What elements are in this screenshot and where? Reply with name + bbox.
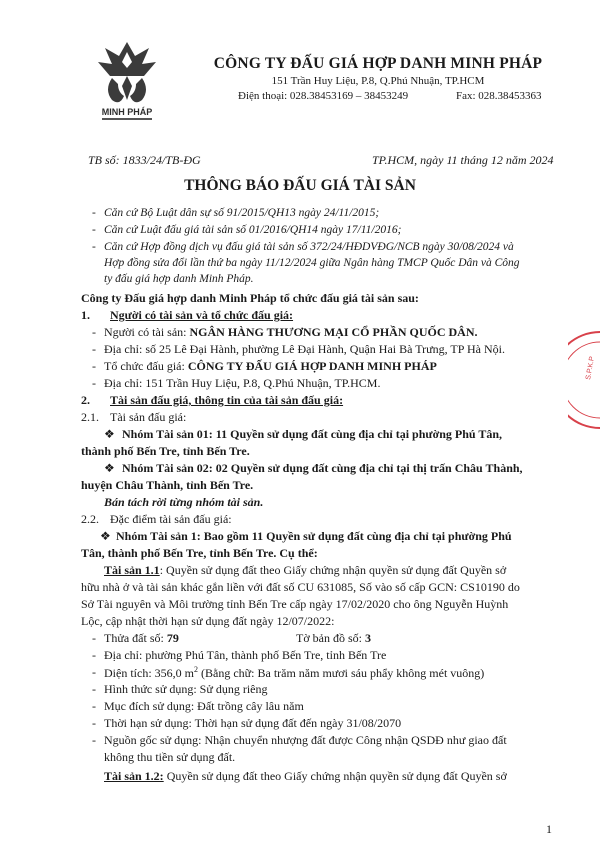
usage-term: Thời hạn sử dụng: Thời hạn sử dụng đất đến ngày 31/08/2070 bbox=[104, 716, 402, 730]
stamp-seal bbox=[568, 330, 600, 430]
asset-1-1-desc-4: Lộc, cập nhật thời hạn sử dụng đất ngày 12/07/2022: bbox=[81, 614, 335, 628]
owner-line bbox=[104, 325, 478, 340]
company-logo bbox=[94, 38, 160, 124]
document-date: TP.HCM, ngày 11 tháng 12 năm 2024 bbox=[372, 153, 554, 167]
asset-1-1-desc-2: hữu nhà ở và tài sản khác gắn liền với đất số CU 631085, Số vào số cấp GCN: CS10190 do bbox=[81, 580, 520, 594]
separate-sale-note: Bán tách rời từng nhóm tài sản. bbox=[104, 495, 264, 509]
citation-3-cont: Hợp đồng sửa đổi lần thứ ba ngày 11/12/2024 giữa Ngân hàng TMCP Quốc Dân và Công bbox=[104, 257, 520, 269]
usage-origin-cont: không thu tiền sử dụng đất. bbox=[104, 750, 236, 764]
document-title: THÔNG BÁO ĐẤU GIÁ TÀI SẢN bbox=[184, 177, 416, 194]
organizer-label: Tổ chức đấu giá: bbox=[104, 359, 188, 373]
citation-3: Căn cứ Hợp đồng dịch vụ đấu giá tài sản số 372/24/HĐDVĐG/NCB ngày 30/08/2024 và bbox=[104, 241, 514, 253]
group-2-summary: Nhóm Tài sản 02: 02 Quyền sử dụng đất cùng địa chỉ tại thị trấn Châu Thành, bbox=[122, 461, 523, 475]
section-1-heading: Người có tài sản và tổ chức đấu giá: bbox=[110, 308, 294, 322]
usage-form: Hình thức sử dụng: Sử dụng riêng bbox=[104, 682, 268, 696]
map-label: Tờ bản đồ số: bbox=[296, 631, 366, 645]
citation-3-end: ty đấu giá hợp danh Minh Pháp. bbox=[104, 273, 254, 285]
group-2-summary-cont: huyện Châu Thành, tỉnh Bến Tre. bbox=[81, 478, 254, 492]
svg-text:S.P.K.P: S.P.K.P bbox=[585, 355, 597, 381]
page-number: 1 bbox=[546, 822, 552, 836]
group-1-detail-cont: Tân, thành phố Bến Tre, tỉnh Bến Tre. Cụ thể: bbox=[81, 546, 318, 560]
owner-value: NGÂN HÀNG THƯƠNG MẠI CỔ PHẦN QUỐC DÂN. bbox=[189, 325, 478, 339]
company-name: CÔNG TY ĐẤU GIÁ HỢP DANH MINH PHÁP bbox=[213, 55, 543, 72]
diamond-bullet-icon: ❖ bbox=[104, 461, 115, 475]
asset-1-1-label: Tài sản 1.1 bbox=[104, 563, 160, 577]
section-2-number: 2. bbox=[81, 393, 90, 407]
citation-dash: - bbox=[92, 207, 96, 219]
usage-origin: Nguồn gốc sử dụng: Nhận chuyển nhượng đất được Công nhận QSDĐ như giao đất bbox=[104, 733, 507, 747]
asset-area: Diện tích: 356,0 $m^2$ (Bằng chữ: Ba trăm năm mươi sáu phẩy không mét vuông) bbox=[104, 665, 485, 680]
asset-1-1-line bbox=[104, 563, 506, 578]
asset-1-2-label: Tài sản 1.2: bbox=[104, 769, 164, 783]
organizer-value: CÔNG TY ĐẤU GIÁ HỢP DANH MINH PHÁP bbox=[187, 359, 437, 373]
usage-purpose: Mục đích sử dụng: Đất trồng cây lâu năm bbox=[104, 699, 304, 713]
map-sheet-number bbox=[296, 631, 371, 646]
parcel-value: 79 bbox=[166, 631, 179, 645]
map-value: 3 bbox=[365, 631, 372, 645]
citation-1: Căn cứ Bộ Luật dân sự số 91/2015/QH13 ngày 24/11/2015; bbox=[104, 207, 380, 219]
organizer-address: Địa chỉ: 151 Trần Huy Liệu, P.8, Q.Phú Nhuận, TP.HCM. bbox=[104, 376, 381, 390]
parcel-label: Thửa đất số: bbox=[104, 631, 167, 645]
citation-dash: - bbox=[92, 224, 96, 236]
owner-address: Địa chỉ: số 25 Lê Đại Hành, phường Lê Đại Hành, Quận Hai Bà Trưng, TP Hà Nội. bbox=[104, 342, 505, 356]
section-2-heading: Tài sản đấu giá, thông tin của tài sản đấu giá: bbox=[110, 393, 344, 407]
section-2-1-label: Tài sản đấu giá: bbox=[110, 410, 187, 424]
diamond-bullet-icon: ❖ bbox=[100, 529, 111, 543]
asset-address: Địa chỉ: phường Phú Tân, thành phố Bến Tre, tỉnh Bến Tre bbox=[104, 648, 387, 662]
diamond-bullet-icon: ❖ bbox=[104, 427, 115, 441]
group-1-summary-cont: thành phố Bến Tre, tỉnh Bến Tre. bbox=[81, 444, 250, 458]
group-1-summary: Nhóm Tài sản 01: 11 Quyền sử dụng đất cùng địa chỉ tại phường Phú Tân, bbox=[122, 427, 503, 441]
citation-dash: - bbox=[92, 241, 96, 253]
asset-1-1-desc: : Quyền sử dụng đất theo Giấy chứng nhận quyền sử dụng đất Quyền sở bbox=[159, 563, 507, 577]
asset-1-2-line bbox=[104, 769, 507, 784]
asset-1-1-desc-3: Sở Tài nguyên và Môi trường tỉnh Bến Tre cấp ngày 17/02/2020 cho ông Nguyễn Huỳnh bbox=[81, 597, 509, 611]
company-phone: Điện thoại: 028.38453169 – 38453249 bbox=[238, 90, 409, 102]
company-fax: Fax: 028.38453363 bbox=[456, 90, 542, 102]
section-1-number: 1. bbox=[81, 308, 90, 322]
group-1-detail: Nhóm Tài sản 1: Bao gồm 11 Quyền sử dụng đất cùng địa chỉ tại phường Phú bbox=[116, 529, 512, 543]
section-2-1-number: 2.1. bbox=[81, 410, 99, 424]
section-2-2-number: 2.2. bbox=[81, 512, 99, 526]
document-number: TB số: 1833/24/TB-ĐG bbox=[88, 153, 201, 167]
company-address: 151 Trần Huy Liệu, P.8, Q.Phú Nhuận, TP.HCM bbox=[271, 75, 485, 87]
section-2-2-label: Đặc điểm tài sản đấu giá: bbox=[110, 512, 232, 526]
asset-1-2-desc: Quyền sử dụng đất theo Giấy chứng nhận quyền sử dụng đất Quyền sở bbox=[163, 769, 507, 783]
intro-line: Công ty Đấu giá hợp danh Minh Pháp tổ chức đấu giá tài sản sau: bbox=[81, 291, 419, 305]
organizer-line bbox=[104, 359, 437, 374]
owner-label: Người có tài sản: bbox=[104, 325, 190, 339]
logo-text: MINH PHÁP bbox=[101, 107, 153, 117]
citation-2: Căn cứ Luật đấu giá tài sản số 01/2016/QH14 ngày 17/11/2016; bbox=[104, 224, 402, 236]
parcel-number bbox=[104, 631, 179, 646]
